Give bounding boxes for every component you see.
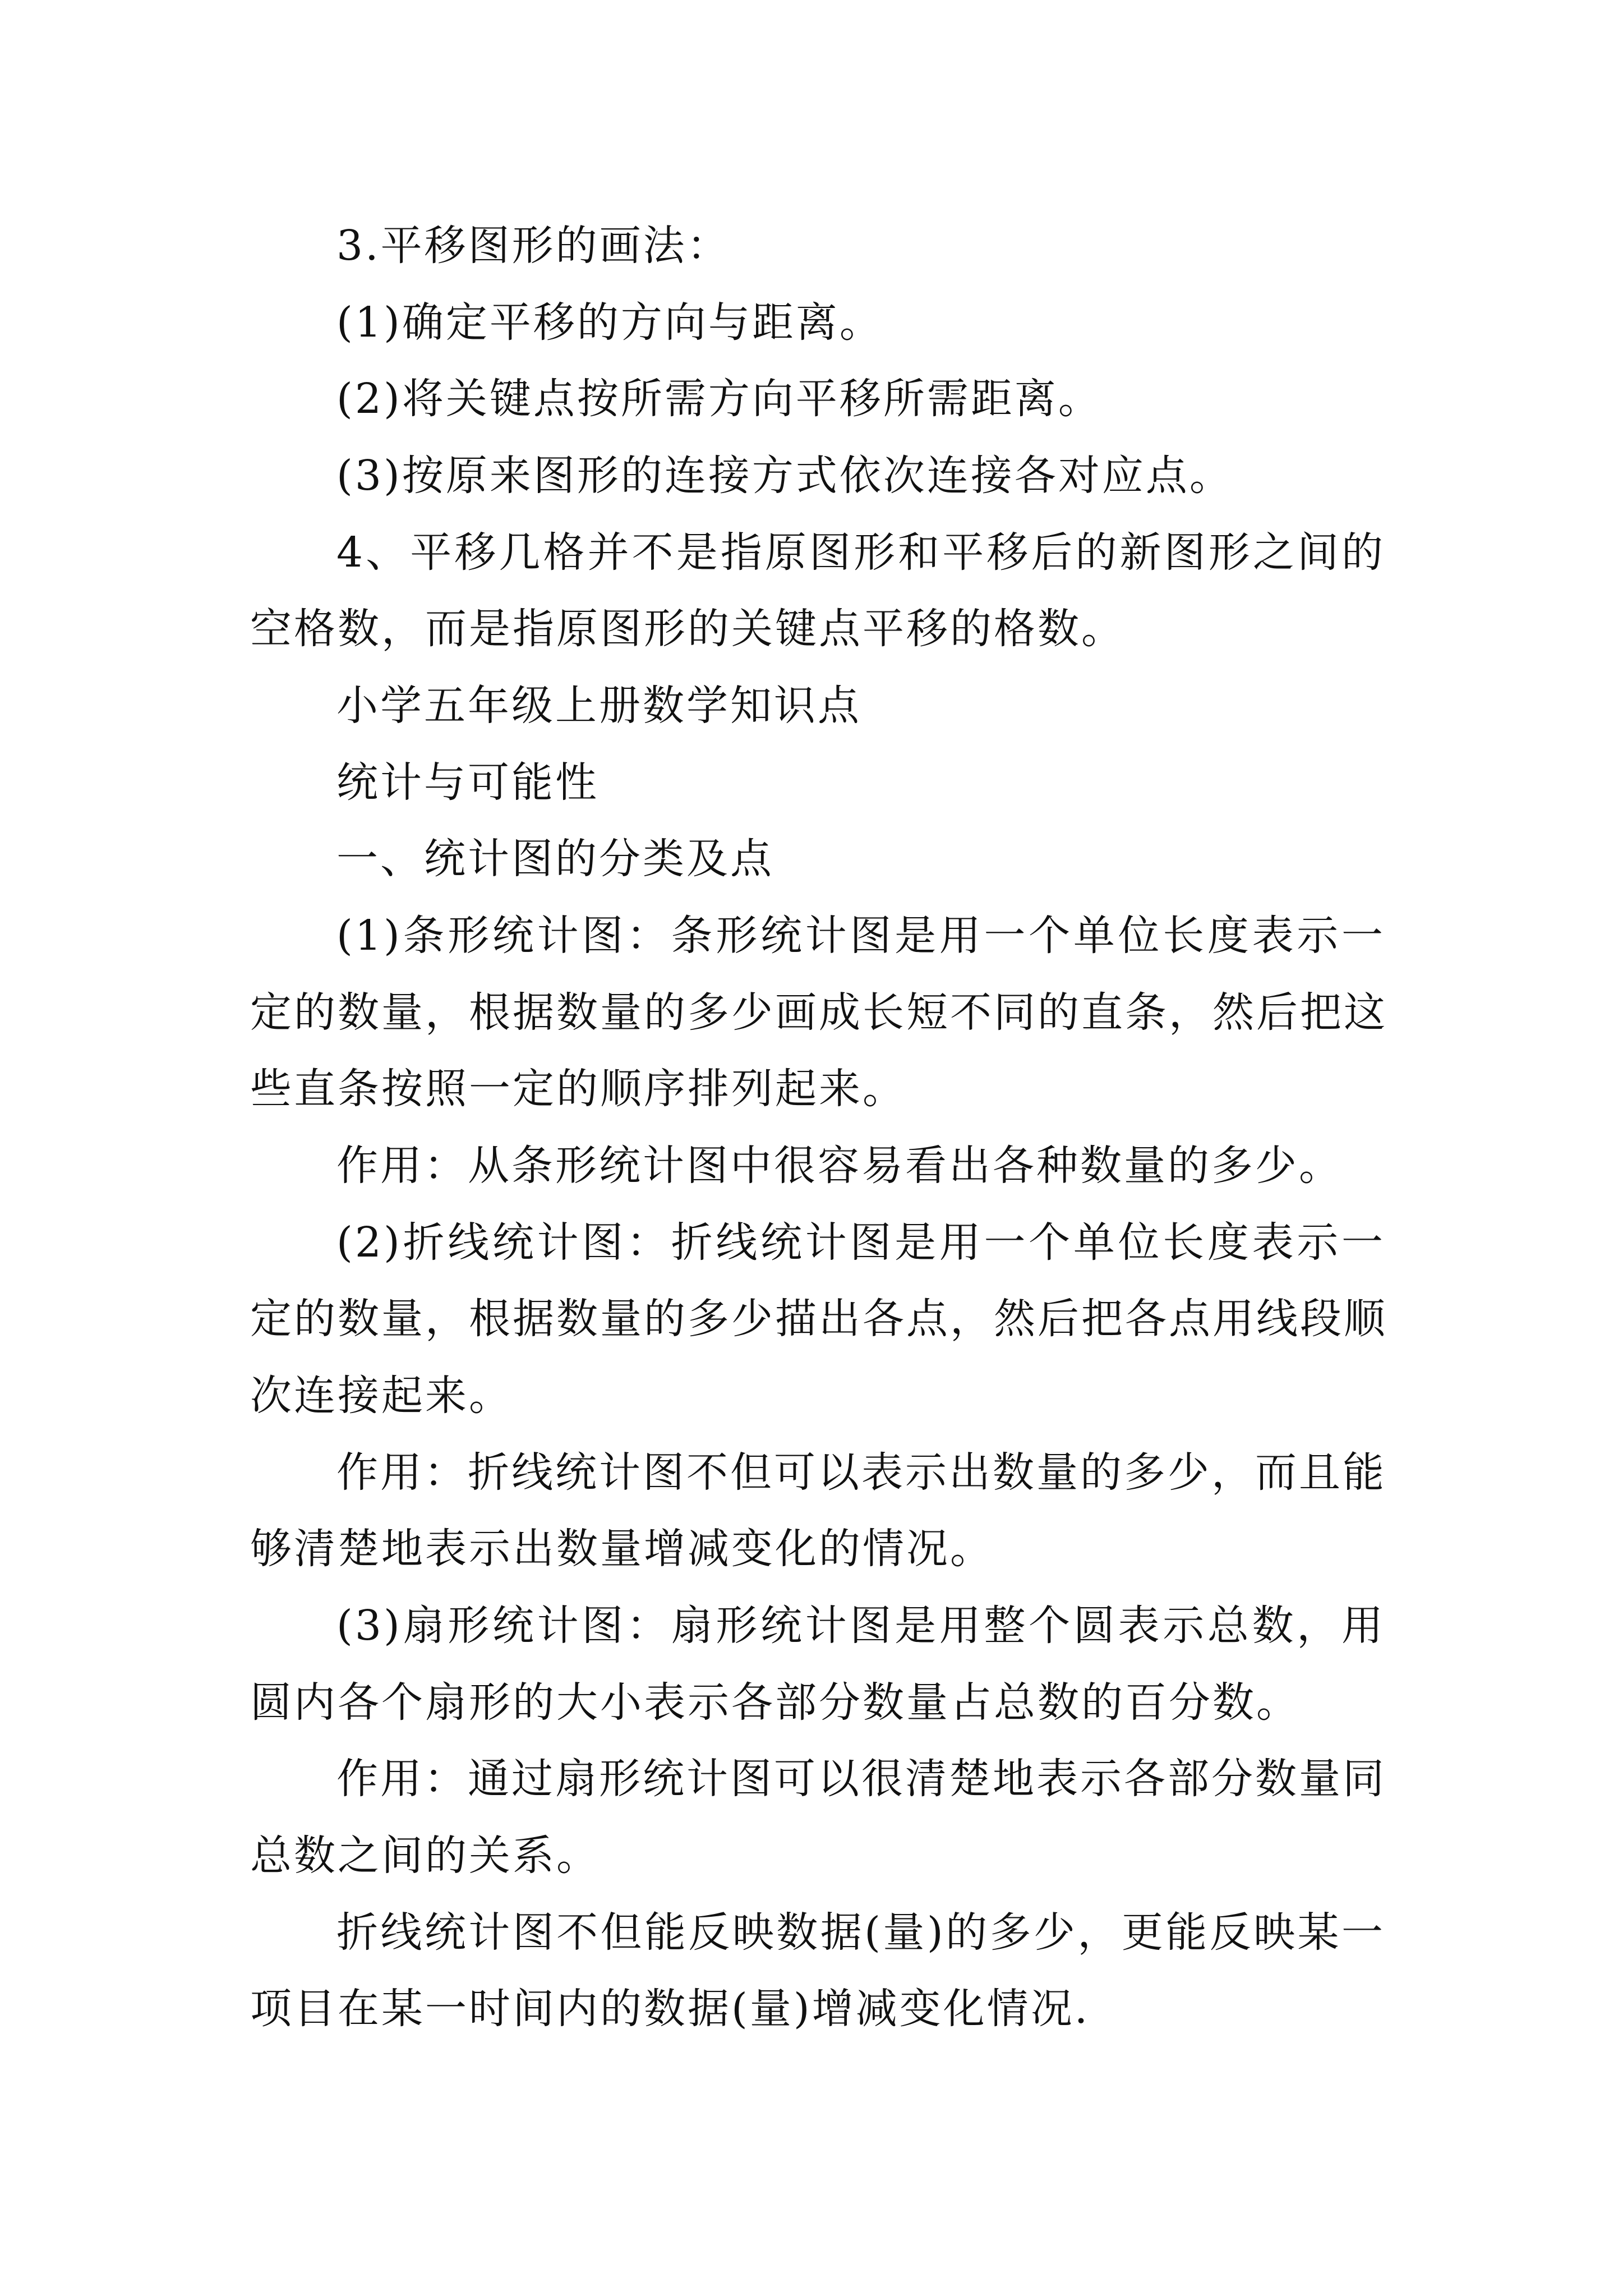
subsection-heading: 一、统计图的分类及点 (336, 835, 774, 883)
bar-chart-use: 作用：从条形统计图中很容易看出各种数量的多少。 (336, 1142, 1343, 1190)
line-chart-use-line-2: 够清楚地表示出数量增减变化的情况。 (250, 1525, 994, 1573)
line-chart-use-line-1: 作用：折线统计图不但可以表示出数量的多少，而且能 (336, 1448, 1386, 1497)
pie-chart-def-line-2: 圆内各个扇形的大小表示各部分数量占总数的百分数。 (250, 1678, 1300, 1727)
step-1-text: (1)确定平移的方向与距离。 (336, 298, 883, 347)
pie-chart-use-line-1: 作用：通过扇形统计图可以很清楚地表示各部分数量同 (336, 1755, 1386, 1803)
bar-chart-def-line-1: (1)条形统计图：条形统计图是用一个单位长度表示一 (336, 912, 1385, 960)
line-chart-def-line-3: 次连接起来。 (250, 1372, 513, 1420)
line-chart-def-line-1: (2)折线统计图：折线统计图是用一个单位长度表示一 (336, 1218, 1385, 1267)
pie-chart-use-line-2: 总数之间的关系。 (250, 1832, 600, 1880)
bar-chart-def-line-3: 些直条按照一定的顺序排列起来。 (250, 1065, 906, 1113)
step-3-text: (3)按原来图形的连接方式依次连接各对应点。 (336, 452, 1233, 500)
summary-line-1: 折线统计图不但能反映数据(量)的多少，更能反映某一 (336, 1908, 1385, 1957)
pie-chart-def-line-1: (3)扇形统计图：扇形统计图是用整个圆表示总数，用 (336, 1602, 1385, 1650)
summary-line-2: 项目在某一时间内的数据(量)增减变化情况. (250, 1985, 1090, 2033)
step-2-text: (2)将关键点按所需方向平移所需距离。 (336, 375, 1102, 423)
line-chart-def-line-2: 定的数量，根据数量的多少描出各点，然后把各点用线段顺 (250, 1295, 1387, 1343)
bar-chart-def-line-2: 定的数量，根据数量的多少画成长短不同的直条，然后把这 (250, 988, 1387, 1037)
point-4-line-1: 4、平移几格并不是指原图形和平移后的新图形之间的 (336, 528, 1385, 577)
translation-drawing-heading: 3.平移图形的画法： (336, 222, 731, 270)
section-title: 小学五年级上册数学知识点 (336, 682, 861, 730)
point-4-line-2: 空格数，而是指原图形的关键点平移的格数。 (250, 605, 1125, 653)
topic-title: 统计与可能性 (336, 758, 599, 807)
